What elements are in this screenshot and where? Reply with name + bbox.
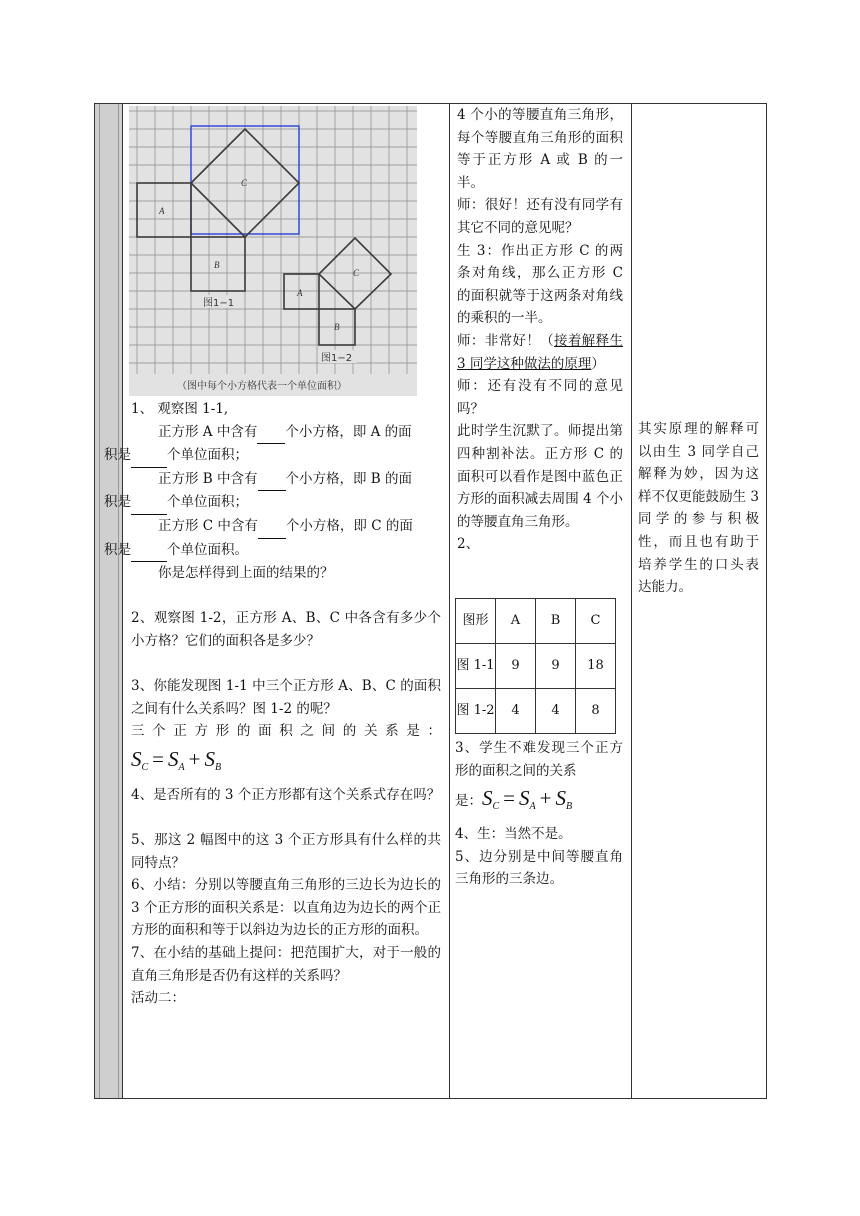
table-cell: 4 [536, 689, 576, 734]
label-b-fig2: B [334, 322, 340, 332]
fig2-caption: 图1−2 [321, 353, 353, 364]
mid-p5: 师：还有没有不同的意见吗？ [457, 378, 623, 417]
mid-formula-line: 是：$S_C = S_A + S_B$ [455, 786, 573, 813]
table-cell: 9 [536, 644, 576, 689]
fig1-caption: 图1−1 [203, 298, 235, 309]
mid-p4: 师：非常好！（接着解释生 3 同学这种做法的原理） [457, 332, 624, 372]
mid-p2: 师：很好！还有没有同学有其它不同的意见呢？ [457, 197, 623, 236]
mid-p6: 此时学生沉默了。师提出第四种割补法。正方形 C 的面积可以看作是图中蓝色正方形的面积减去周围 4 个小的等腰直角三角形。 [457, 423, 623, 530]
label-c-fig1: C [241, 178, 248, 188]
q4: 4、是否所有的 3 个正方形都有这个关系式存在吗？ [131, 786, 441, 803]
right-column [638, 418, 759, 599]
table-cell: 图 1-1 [456, 644, 496, 689]
label-a-fig1: A [159, 206, 165, 216]
middle-column-lower [455, 737, 623, 891]
q1-a: 正方形 A 中含有 个小方格，即 A 的面 积是 个单位面积； [131, 421, 441, 468]
grid-figure [129, 106, 417, 396]
q6: 6、小结：分别以等腰直角三角形的三边长为边长的 3 个正方形的面积关系是：以直角边为边长的两个正方形的面积和等于以斜边为边长的正方形的面积。 [131, 877, 441, 939]
mid-p3: 生 3：作出正方形 C 的两条对角线，那么正方形 C 的面积就等于这两条对角线的乘积的一半。 [457, 242, 623, 327]
left-column [104, 398, 441, 1010]
table-cell: 4 [496, 689, 536, 734]
label-b-fig1: B [214, 260, 220, 270]
mid-p9: 4、生：当然不是。 [455, 826, 572, 843]
table-header-cell: A [496, 599, 536, 644]
table-row [456, 644, 616, 689]
table-cell: 9 [496, 644, 536, 689]
column-divider [449, 104, 450, 1098]
q5: 5、那这 2 幅图中的这 3 个正方形具有什么样的共同特点？ [131, 832, 441, 871]
q7: 7、在小结的基础上提问：把范围扩大，对于一般的直角三角形是否仍有这样的关系吗？ [131, 945, 441, 984]
q1-title: 1、 观察图 1-1, [131, 401, 229, 417]
label-a-fig2: A [297, 288, 303, 298]
label-c-fig2: C [353, 268, 360, 278]
mid-p10: 5、边分别是中间等腰直角三角形的三条边。 [455, 848, 623, 888]
column-divider [631, 104, 632, 1098]
q1-how: 你是怎样得到上面的结果的？ [158, 565, 334, 582]
mid-p8: 3、学生不难发现三个正方形的面积之间的关系 [455, 740, 623, 779]
grid-figure-svg [129, 106, 417, 396]
table-cell: 18 [576, 644, 616, 689]
q1-c: 正方形 C 中含有 个小方格，即 C 的面 积是 个单位面积。 [131, 515, 441, 562]
table-header-cell: C [576, 599, 616, 644]
pythagoras-formula-mid: $S_C = S_A + S_B$ [482, 786, 573, 813]
mid-p1: 4 个小的等腰直角三角形，每个等腰直角三角形的面积等于正方形 A 或 B 的一半。 [457, 107, 623, 191]
figure-footer: （图中每个小方格代表一个单位面积） [177, 381, 347, 392]
teaching-note: 其实原理的解释可以由生 3 同学自己解释为妙，因为这样不仅更能鼓励生 3 同学的参与积极性，而且也有助于培养学生的口头表达能力。 [638, 421, 759, 596]
grey-margin-column [95, 104, 123, 1098]
activity-two: 活动二： [131, 990, 185, 1007]
table-cell: 8 [576, 689, 616, 734]
results-table [455, 598, 616, 734]
q1-b: 正方形 B 中含有 个小方格，即 B 的面 积是 个单位面积； [131, 468, 441, 515]
table-header-cell: 图形 [456, 599, 496, 644]
q2: 2、观察图 1-2，正方形 A、B、C 中各含有多少个小方格？它们的面积各是多少？ [131, 610, 441, 649]
table-row [456, 599, 616, 644]
relation-text: 三个正方形的面积之间的关系是： [131, 723, 441, 740]
middle-column [457, 104, 623, 556]
table-cell: 图 1-2 [456, 689, 496, 734]
table-row [456, 689, 616, 734]
q3: 3、你能发现图 1-1 中三个正方形 A、B、C 的面积之间有什么关系吗？图 1-2 的呢？ [131, 678, 441, 717]
table-header-cell: B [536, 599, 576, 644]
mid-p7: 2、 [457, 536, 480, 553]
pythagoras-formula-left: $S_C = S_A + S_B$ [131, 746, 222, 773]
